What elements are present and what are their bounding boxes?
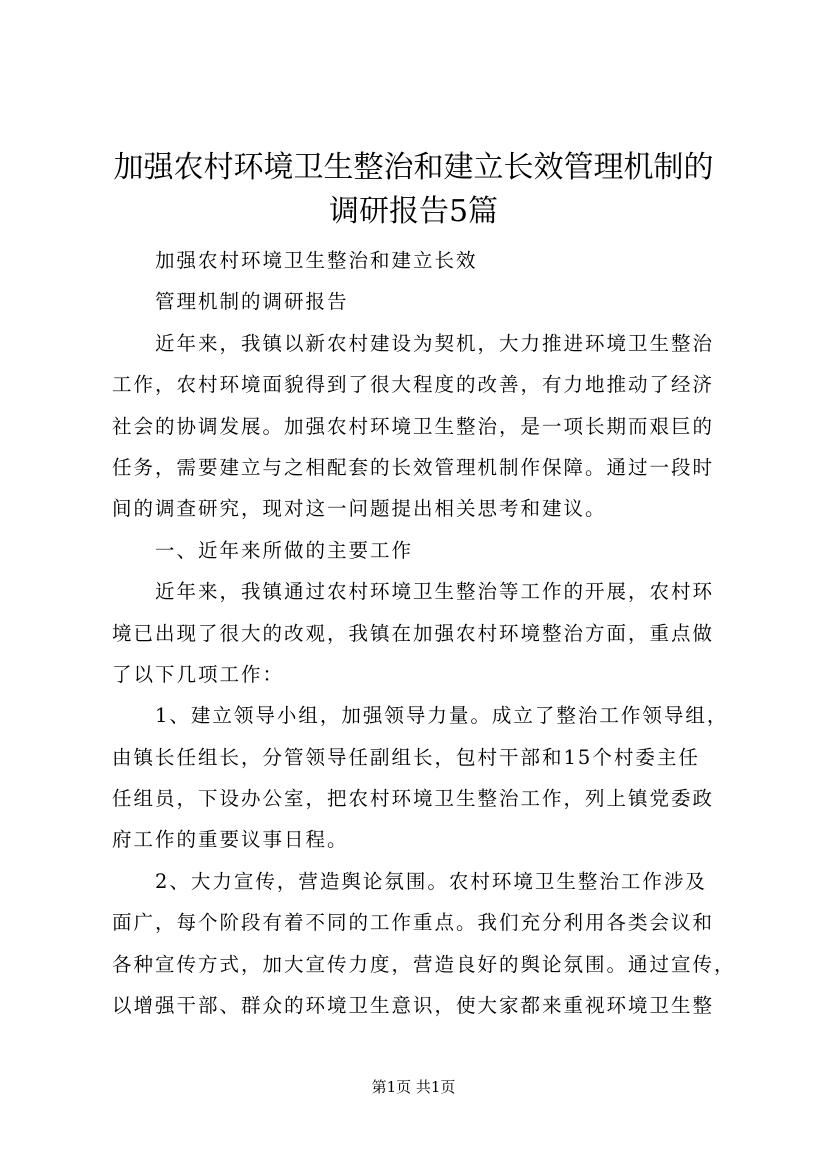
paragraph-line: 以增强干部、群众的环境卫生意识，使大家都来重视环境卫生整 (112, 994, 715, 1018)
page-footer: 第1页 共1页 (371, 1078, 456, 1096)
paragraph-line: 境已出现了很大的改观，我镇在加强农村环境整治方面，重点做 (112, 621, 715, 645)
subtitle-line: 加强农村环境卫生整治和建立长效 (155, 249, 478, 272)
paragraph-line: 2、大力宣传，营造舆论氛围。农村环境卫生整治工作涉及 (155, 869, 707, 893)
paragraph-line: 间的调查研究，现对这一问题提出相关思考和建议。 (112, 497, 607, 521)
document-body (112, 240, 736, 1026)
paragraph-line: 近年来，我镇通过农村环境卫生整治等工作的开展，农村环 (155, 580, 715, 604)
section-heading: 一、近年来所做的主要工作 (155, 538, 414, 562)
paragraph-line: 府工作的重要议事日程。 (112, 828, 349, 852)
paragraph-line: 面广，每个阶段有着不同的工作重点。我们充分利用各类会议和 (112, 911, 715, 935)
paragraph-line: 近年来，我镇以新农村建设为契机，大力推进环境卫生整治 (155, 331, 715, 355)
paragraph-line: 1、建立领导小组，加强领导力量。成立了整治工作领导组， (155, 704, 729, 728)
paragraph-line: 任组员，下设办公室，把农村环境卫生整治工作，列上镇党委政 (112, 787, 715, 811)
paragraph-line: 由镇长任组长，分管领导任副组长，包村干部和15个村委主任 (112, 745, 700, 769)
paragraph-line: 工作，农村环境面貌得到了很大程度的改善，有力地推动了经济 (112, 373, 715, 397)
paragraph-line: 各种宣传方式，加大宣传力度，营造良好的舆论氛围。通过宣传， (112, 952, 736, 976)
paragraph-line: 任务，需要建立与之相配套的长效管理机制作保障。通过一段时 (112, 455, 715, 479)
subtitle-line: 管理机制的调研报告 (155, 290, 349, 314)
document-title-line-2: 调研报告5篇 (328, 194, 499, 229)
paragraph-line: 了以下几项工作： (112, 662, 285, 686)
paragraph-line: 社会的协调发展。加强农村环境卫生整治，是一项长期而艰巨的 (112, 414, 715, 438)
document-title-line-1: 加强农村环境卫生整治和建立长效管理机制的 (113, 150, 714, 185)
